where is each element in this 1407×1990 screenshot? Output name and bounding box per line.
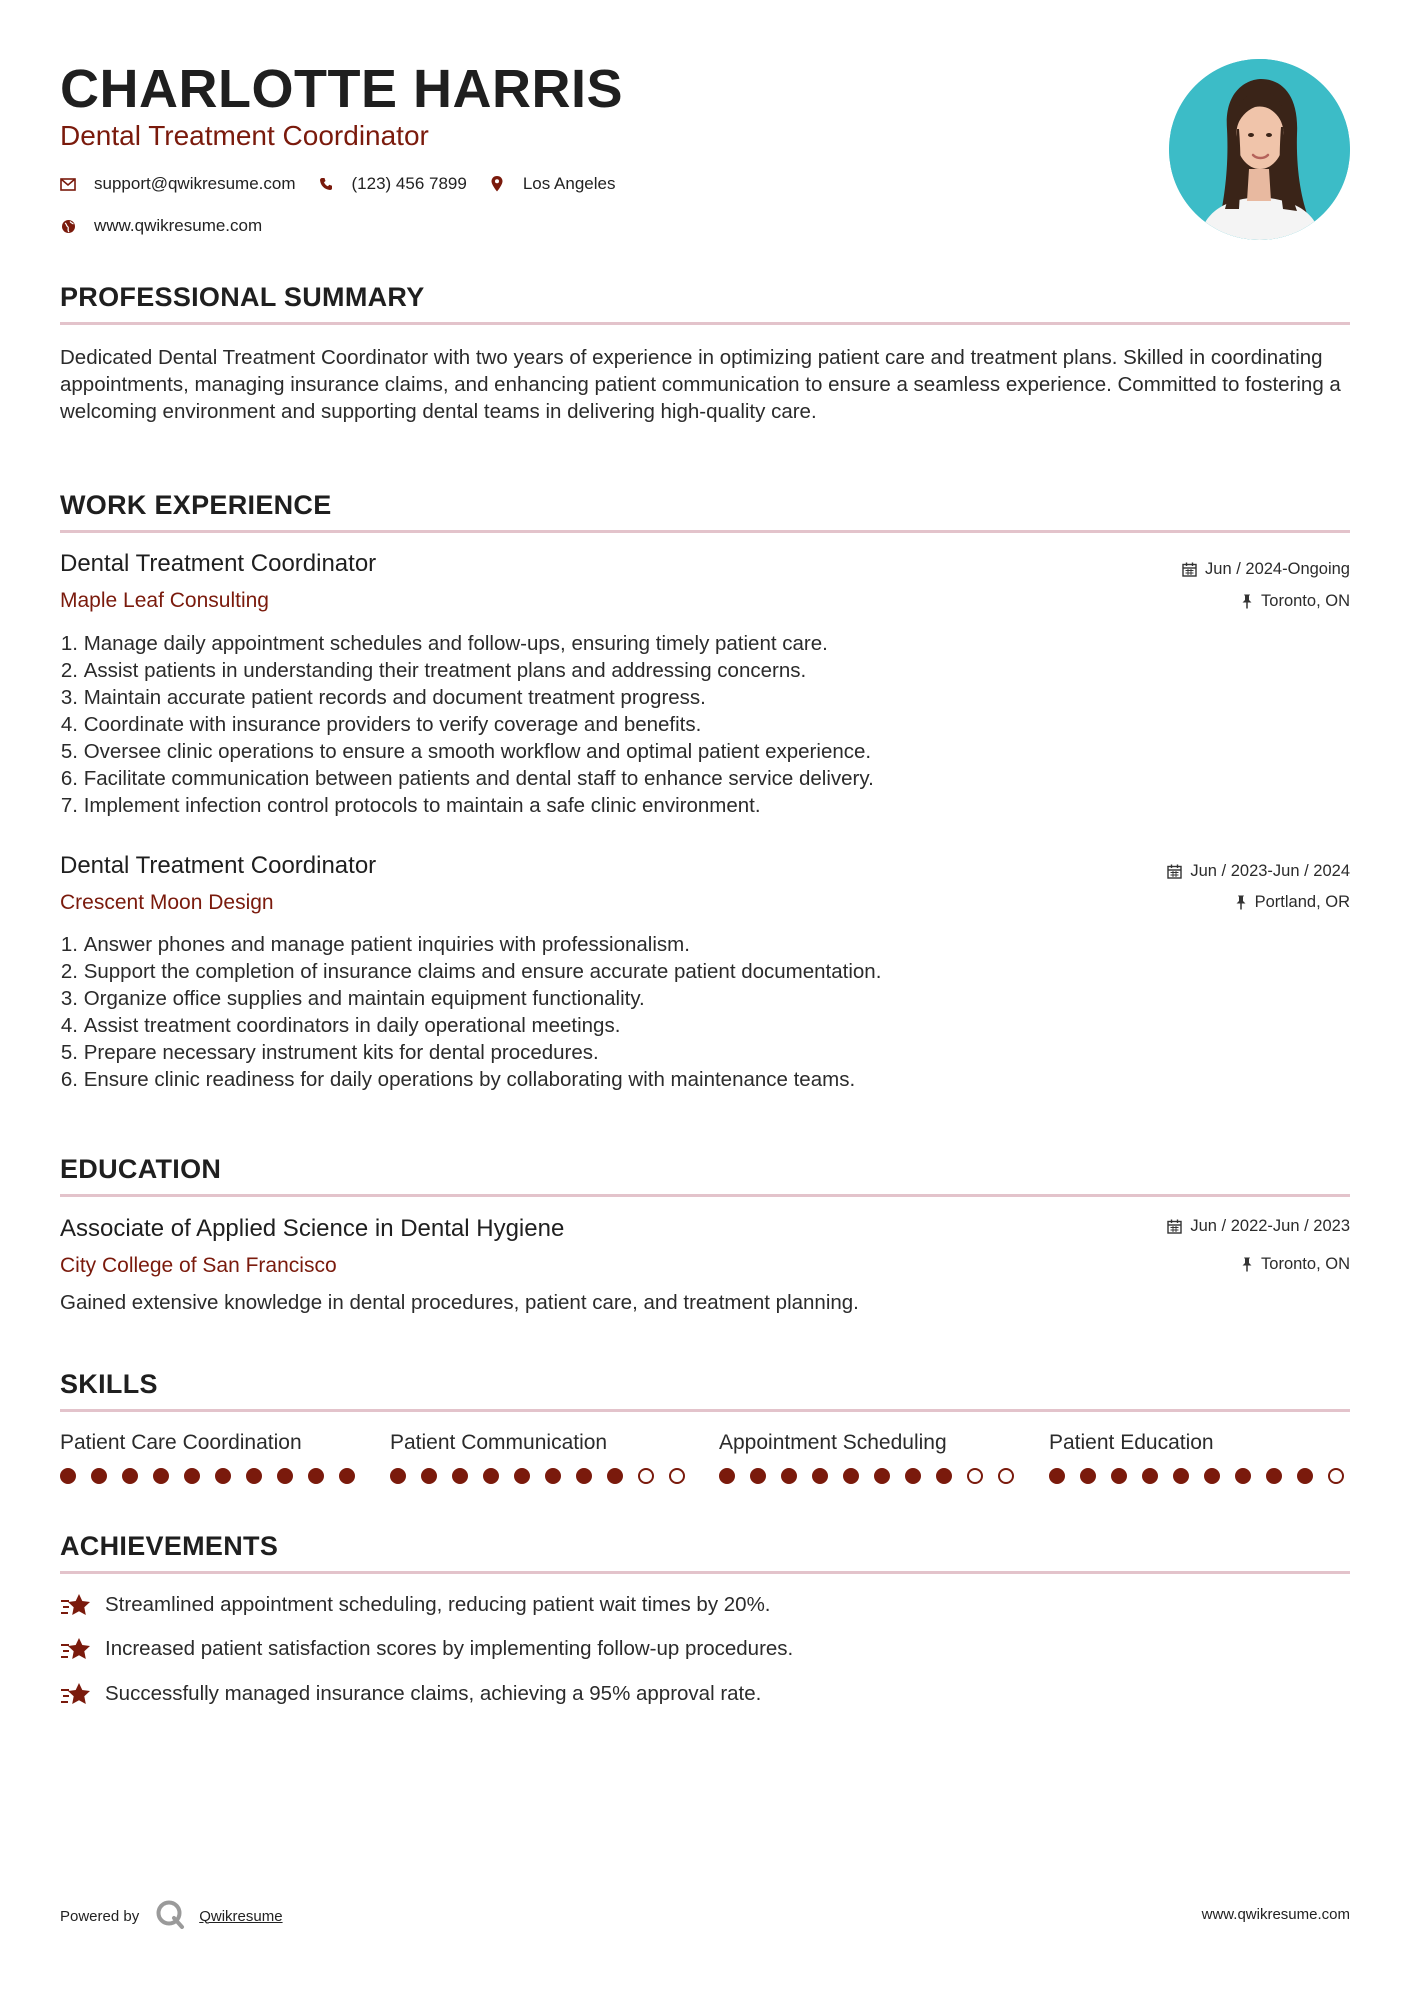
rating-dot-filled bbox=[122, 1468, 138, 1484]
rating-dot-filled bbox=[184, 1468, 200, 1484]
job-duties-list bbox=[56, 630, 874, 819]
website-row bbox=[60, 216, 284, 236]
skill-rating bbox=[60, 1468, 370, 1484]
phone-number: (123) 456 7899 bbox=[351, 174, 467, 193]
list-item: 1. Answer phones and manage patient inquiries with professionalism. bbox=[60, 933, 690, 956]
list-item: 3. Organize office supplies and maintain equipment functionality. bbox=[60, 987, 645, 1010]
rating-dot-filled bbox=[1173, 1468, 1189, 1484]
footer-powered-by bbox=[60, 1899, 283, 1933]
achievement-text: Increased patient satisfaction scores by implementing follow-up procedures. bbox=[105, 1637, 794, 1660]
candidate-title: Dental Treatment Coordinator bbox=[60, 120, 429, 151]
rating-dot-filled bbox=[452, 1468, 468, 1484]
profile-photo bbox=[1169, 59, 1350, 240]
job-dates bbox=[1182, 560, 1350, 579]
list-item: 4. Assist treatment coordinators in daily operational meetings. bbox=[60, 1014, 621, 1037]
section-title-summary: PROFESSIONAL SUMMARY bbox=[60, 282, 425, 312]
section-divider bbox=[60, 322, 1350, 325]
section-title-achievements: ACHIEVEMENTS bbox=[60, 1531, 279, 1561]
rating-dot-filled bbox=[607, 1468, 623, 1484]
rating-dot-filled bbox=[514, 1468, 530, 1484]
phone-icon bbox=[318, 176, 334, 192]
pushpin-icon bbox=[1235, 895, 1247, 910]
qwikresume-logo-icon bbox=[155, 1899, 185, 1933]
job-duties-list bbox=[56, 931, 881, 1093]
website-link[interactable]: www.qwikresume.com bbox=[94, 216, 263, 235]
list-item: 1. Manage daily appointment schedules and follow-ups, ensuring timely patient care. bbox=[60, 632, 828, 655]
education-location-text: Toronto, ON bbox=[1261, 1255, 1350, 1273]
pushpin-icon bbox=[1241, 1257, 1253, 1272]
school-name: City College of San Francisco bbox=[60, 1254, 337, 1277]
rating-dot-filled bbox=[1266, 1468, 1282, 1484]
rating-dot-filled bbox=[1049, 1468, 1065, 1484]
job-title: Dental Treatment Coordinator bbox=[60, 852, 377, 879]
skill-name: Patient Care Coordination bbox=[60, 1431, 302, 1454]
section-title-experience: WORK EXPERIENCE bbox=[60, 490, 332, 520]
job-dates-text: Jun / 2024-Ongoing bbox=[1205, 560, 1350, 578]
list-item: 2. Support the completion of insurance claims and ensure accurate patient documentation. bbox=[60, 960, 882, 983]
star-icon bbox=[60, 1590, 92, 1620]
rating-dot-empty bbox=[998, 1468, 1014, 1484]
list-item: 2. Assist patients in understanding their treatment plans and addressing concerns. bbox=[60, 659, 807, 682]
skill-name: Appointment Scheduling bbox=[719, 1431, 947, 1454]
company-name: Maple Leaf Consulting bbox=[60, 589, 269, 612]
calendar-icon bbox=[1167, 864, 1182, 879]
rating-dot-filled bbox=[1111, 1468, 1127, 1484]
skill-rating bbox=[1049, 1468, 1359, 1484]
rating-dot-filled bbox=[750, 1468, 766, 1484]
globe-icon bbox=[60, 218, 76, 234]
education-dates-text: Jun / 2022-Jun / 2023 bbox=[1190, 1217, 1350, 1235]
achievement-item bbox=[60, 1590, 771, 1620]
education-location bbox=[1241, 1255, 1350, 1274]
skill-item bbox=[719, 1431, 1019, 1455]
section-title-skills: SKILLS bbox=[60, 1369, 158, 1399]
skill-rating bbox=[719, 1468, 1029, 1484]
skill-item bbox=[1049, 1431, 1349, 1455]
rating-dot-filled bbox=[308, 1468, 324, 1484]
rating-dot-empty bbox=[967, 1468, 983, 1484]
rating-dot-filled bbox=[339, 1468, 355, 1484]
rating-dot-filled bbox=[421, 1468, 437, 1484]
section-divider bbox=[60, 1571, 1350, 1574]
skill-name: Patient Education bbox=[1049, 1431, 1214, 1454]
star-icon bbox=[60, 1634, 92, 1664]
rating-dot-filled bbox=[843, 1468, 859, 1484]
location-pin-icon bbox=[489, 176, 505, 192]
section-title-education: EDUCATION bbox=[60, 1154, 222, 1184]
email-link[interactable]: support@qwikresume.com bbox=[94, 174, 296, 193]
rating-dot-filled bbox=[390, 1468, 406, 1484]
list-item: 3. Maintain accurate patient records and document treatment progress. bbox=[60, 686, 706, 709]
qwikresume-link[interactable]: Qwikresume bbox=[199, 1907, 283, 1925]
calendar-icon bbox=[1182, 562, 1197, 577]
rating-dot-filled bbox=[1297, 1468, 1313, 1484]
powered-by-label: Powered by bbox=[60, 1907, 140, 1925]
star-icon bbox=[60, 1679, 92, 1709]
contact-row bbox=[60, 174, 637, 194]
rating-dot-filled bbox=[277, 1468, 293, 1484]
degree-title: Associate of Applied Science in Dental Hygiene bbox=[60, 1215, 565, 1242]
rating-dot-filled bbox=[936, 1468, 952, 1484]
section-divider bbox=[60, 1409, 1350, 1412]
list-item: 6. Ensure clinic readiness for daily operations by collaborating with maintenance teams. bbox=[60, 1068, 856, 1091]
achievement-text: Successfully managed insurance claims, achieving a 95% approval rate. bbox=[105, 1682, 762, 1705]
rating-dot-filled bbox=[781, 1468, 797, 1484]
job-title: Dental Treatment Coordinator bbox=[60, 550, 377, 577]
job-location-text: Portland, OR bbox=[1254, 893, 1350, 911]
rating-dot-filled bbox=[1235, 1468, 1251, 1484]
pushpin-icon bbox=[1241, 594, 1253, 609]
list-item: 5. Prepare necessary instrument kits for dental procedures. bbox=[60, 1041, 599, 1064]
skill-name: Patient Communication bbox=[390, 1431, 608, 1454]
candidate-name: CHARLOTTE HARRIS bbox=[60, 59, 623, 119]
rating-dot-filled bbox=[576, 1468, 592, 1484]
rating-dot-filled bbox=[1080, 1468, 1096, 1484]
list-item: 4. Coordinate with insurance providers to verify coverage and benefits. bbox=[60, 713, 702, 736]
rating-dot-filled bbox=[1204, 1468, 1220, 1484]
rating-dot-empty bbox=[1328, 1468, 1344, 1484]
achievement-item bbox=[60, 1679, 761, 1709]
rating-dot-filled bbox=[719, 1468, 735, 1484]
rating-dot-filled bbox=[905, 1468, 921, 1484]
rating-dot-filled bbox=[483, 1468, 499, 1484]
rating-dot-filled bbox=[91, 1468, 107, 1484]
rating-dot-empty bbox=[638, 1468, 654, 1484]
list-item: 7. Implement infection control protocols to maintain a safe clinic environment. bbox=[60, 794, 761, 817]
skill-item bbox=[60, 1431, 360, 1455]
footer-site-link[interactable]: www.qwikresume.com bbox=[1201, 1906, 1350, 1923]
rating-dot-filled bbox=[246, 1468, 262, 1484]
mail-icon bbox=[60, 176, 76, 192]
job-dates-text: Jun / 2023-Jun / 2024 bbox=[1190, 862, 1350, 880]
rating-dot-filled bbox=[812, 1468, 828, 1484]
summary-text: Dedicated Dental Treatment Coordinator with two years of experience in optimizing patient care and treatment plans. Skilled in coordinating appointments, managing insurance claims, and enhancing patient communication to ensure a seamless experience. Committed to fostering a welcoming environment and supporting dental teams in delivering high-quality care. bbox=[60, 346, 1341, 423]
section-divider bbox=[60, 530, 1350, 533]
rating-dot-filled bbox=[215, 1468, 231, 1484]
rating-dot-filled bbox=[874, 1468, 890, 1484]
list-item: 6. Facilitate communication between patients and dental staff to enhance service delivery. bbox=[60, 767, 874, 790]
job-location bbox=[1241, 592, 1350, 611]
job-location bbox=[1235, 893, 1350, 912]
skill-rating bbox=[390, 1468, 700, 1484]
achievement-text: Streamlined appointment scheduling, reducing patient wait times by 20%. bbox=[105, 1593, 771, 1616]
rating-dot-empty bbox=[669, 1468, 685, 1484]
rating-dot-filled bbox=[60, 1468, 76, 1484]
rating-dot-filled bbox=[1142, 1468, 1158, 1484]
rating-dot-filled bbox=[153, 1468, 169, 1484]
company-name: Crescent Moon Design bbox=[60, 891, 274, 914]
education-dates bbox=[1167, 1217, 1350, 1236]
section-divider bbox=[60, 1194, 1350, 1197]
job-location-text: Toronto, ON bbox=[1261, 592, 1350, 610]
rating-dot-filled bbox=[545, 1468, 561, 1484]
calendar-icon bbox=[1167, 1219, 1182, 1234]
location-text: Los Angeles bbox=[522, 174, 616, 193]
achievement-item bbox=[60, 1634, 793, 1664]
list-item: 5. Oversee clinic operations to ensure a smooth workflow and optimal patient experience. bbox=[60, 740, 872, 763]
education-description: Gained extensive knowledge in dental procedures, patient care, and treatment planning. bbox=[60, 1291, 859, 1314]
skill-item bbox=[390, 1431, 690, 1455]
job-dates bbox=[1167, 862, 1350, 881]
